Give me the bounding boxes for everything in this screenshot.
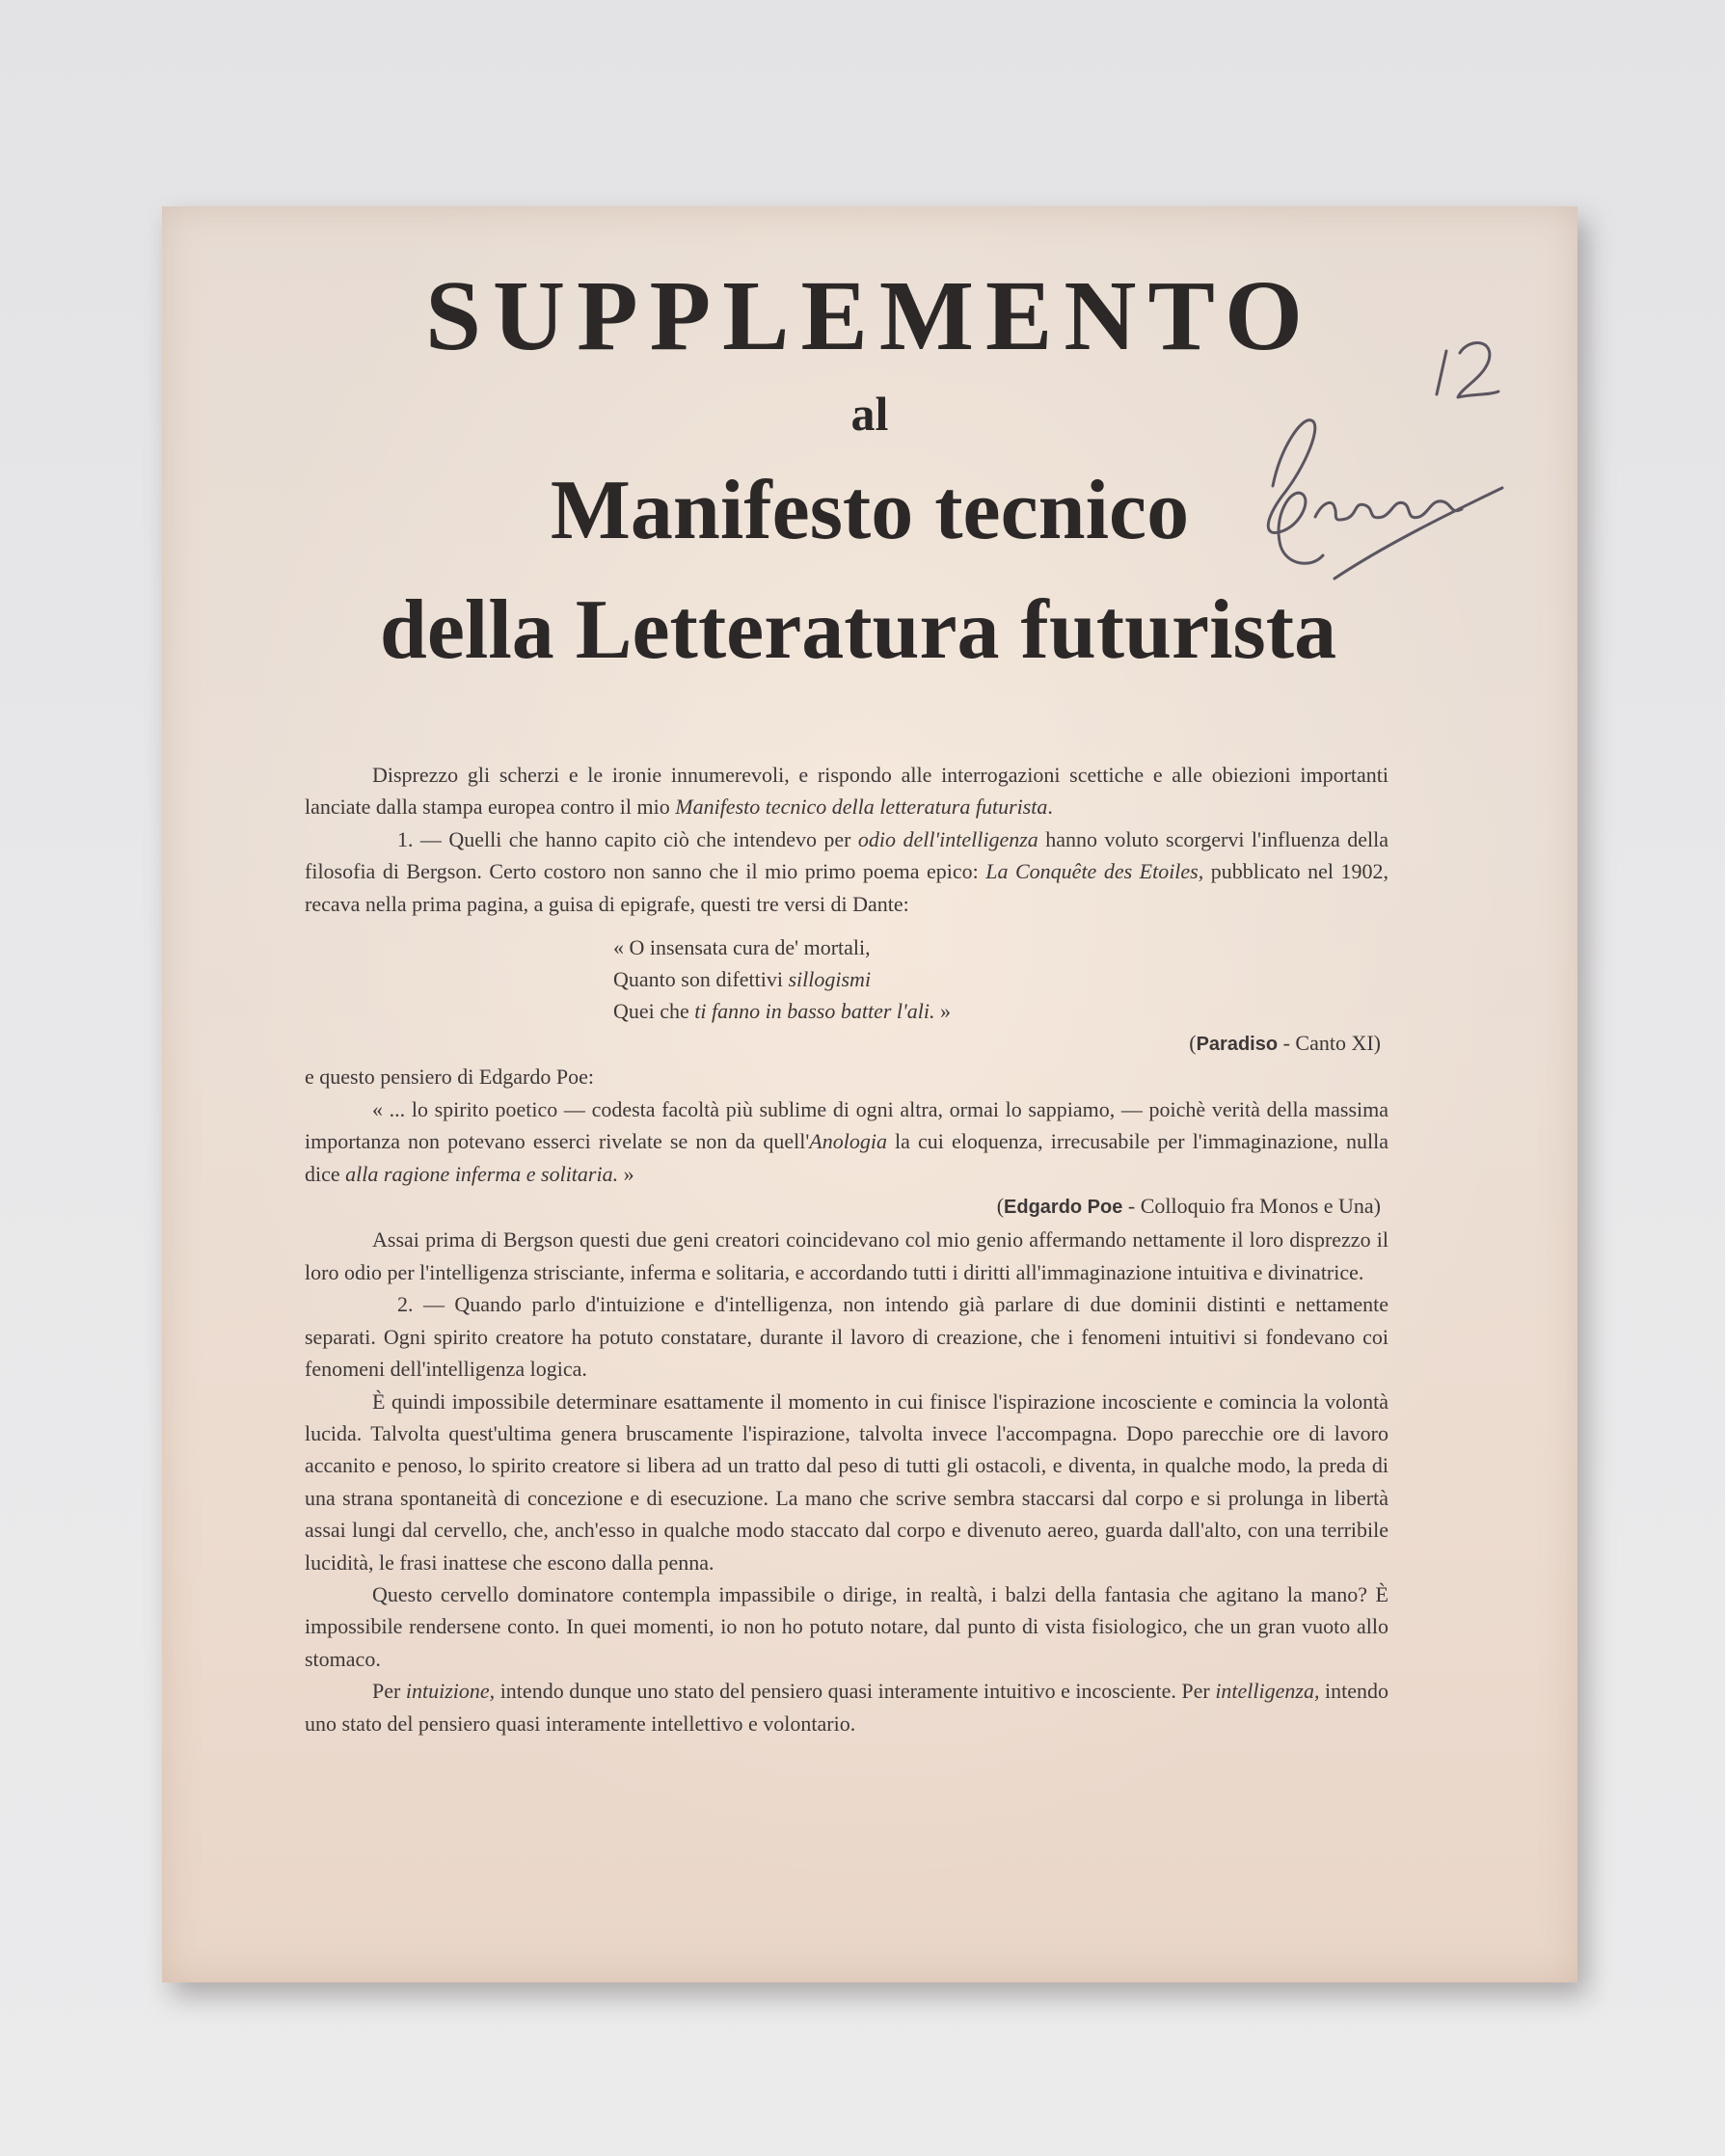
paragraph-ispirazione: È quindi impossibile determinare esattamente il momento in cui finisce l'ispirazione incosciente e comincia la volontà lucida. Talvolta quest'ultima genera bruscamente l'ispirazione, talvolta invece l'accompagna. Dopo parecchie ore di lavoro accanito e penoso, lo spirito creatore si libera ad un tratto dal peso di tutti gli ostacoli, e diventa, in qualche modo, la preda di una strana spontaneità di concezione e di esecuzione. La mano che scrive sembra staccarsi dal corpo e si prolunga in libertà assai lungi dal cervello, che, anch'esso in qualche modo staccato dal corpo e divenuto aereo, guarda dall'alto, con una terribile lucidità, le frasi inattese che escono dalla penna. — [305, 1388, 1388, 1575]
title-supplemento: SUPPLEMENTO — [425, 260, 1314, 371]
paragraph-point-2: 2. — Quando parlo d'intuizione e d'intelligenza, non intendo già parlare di due dominii distinti e nettamente separati. Ogni spirito creatore ha potuto constatare, durante il lavoro di creazione, che i fenomeni intuitivi si fondevano coi fenomeni dell'intelligenza logica. — [305, 1292, 1388, 1382]
title-line-1: Manifesto tecnico — [550, 464, 1190, 557]
dante-citation: (Paradiso - Canto XI) — [1189, 1031, 1381, 1056]
title-line-2: della Letteratura futurista — [379, 583, 1337, 677]
paragraph-bergson: Assai prima di Bergson questi due geni creatori coincidevano col mio genio affermando nettamente il loro disprezzo il loro odio per l'intelligenza strisciante, inferma e solitaria, e accordando tutti i diritti all'immaginazione intuitiva e divinatrice. — [305, 1227, 1388, 1284]
paragraph-definizioni: Per intuizione, intendo dunque uno stato del pensiero quasi interamente intuitivo e incosciente. Per intelligenza, intendo uno stato del pensiero quasi interamente intellettivo e volontario. — [305, 1679, 1389, 1736]
poe-intro: e questo pensiero di Edgardo Poe: — [305, 1065, 594, 1090]
verse-line-1: « O insensata cura de' mortali, — [613, 935, 871, 960]
paragraph-intro: Disprezzo gli scherzi e le ironie innumerevoli, e rispondo alle interrogazioni scettiche e alle obiezioni importanti lanciate dalla stampa europea contro il mio Manifesto tecnico della letteratura futurista. — [305, 763, 1388, 820]
document-sheet — [162, 206, 1577, 1982]
body-text — [305, 759, 1388, 1739]
verse-line-3: Quei che ti fanno in basso batter l'ali. » — [613, 999, 951, 1024]
poe-citation: (Edgardo Poe - Colloquio fra Monos e Una) — [996, 1194, 1381, 1219]
verse-line-2: Quanto son difettivi sillogismi — [613, 967, 872, 992]
poe-quote: « ... lo spirito poetico — codesta facoltà più sublime di ogni altra, ormai lo sappiamo, — poichè verità della massima importanza non potevano esserci rivelate se non da quell'Anologia la cui eloquenza, irrecusabile per l'immaginazione, nulla dice alla ragione inferma e solitaria. » — [305, 1096, 1388, 1186]
dante-verse — [613, 931, 1388, 1027]
paragraph-cervello: Questo cervello dominatore contempla impassibile o dirige, in realtà, i balzi della fantasia che agitano la mano? È impossibile rendersene conto. In quei momenti, io non ho potuto notare, dal punto di vista fisiologico, che un gran vuoto allo stomaco. — [305, 1581, 1388, 1671]
title-connector: al — [850, 387, 889, 441]
paragraph-point-1: 1. — Quelli che hanno capito ciò che intendevo per odio dell'intelligenza hanno voluto scorgervi l'influenza della filosofia di Bergson. Certo costoro non sanno che il mio primo poema epico: La Conquête des Etoiles, pubblicato nel 1902, recava nella prima pagina, a guisa di epigrafe, questi tre versi di Dante: — [305, 826, 1388, 916]
